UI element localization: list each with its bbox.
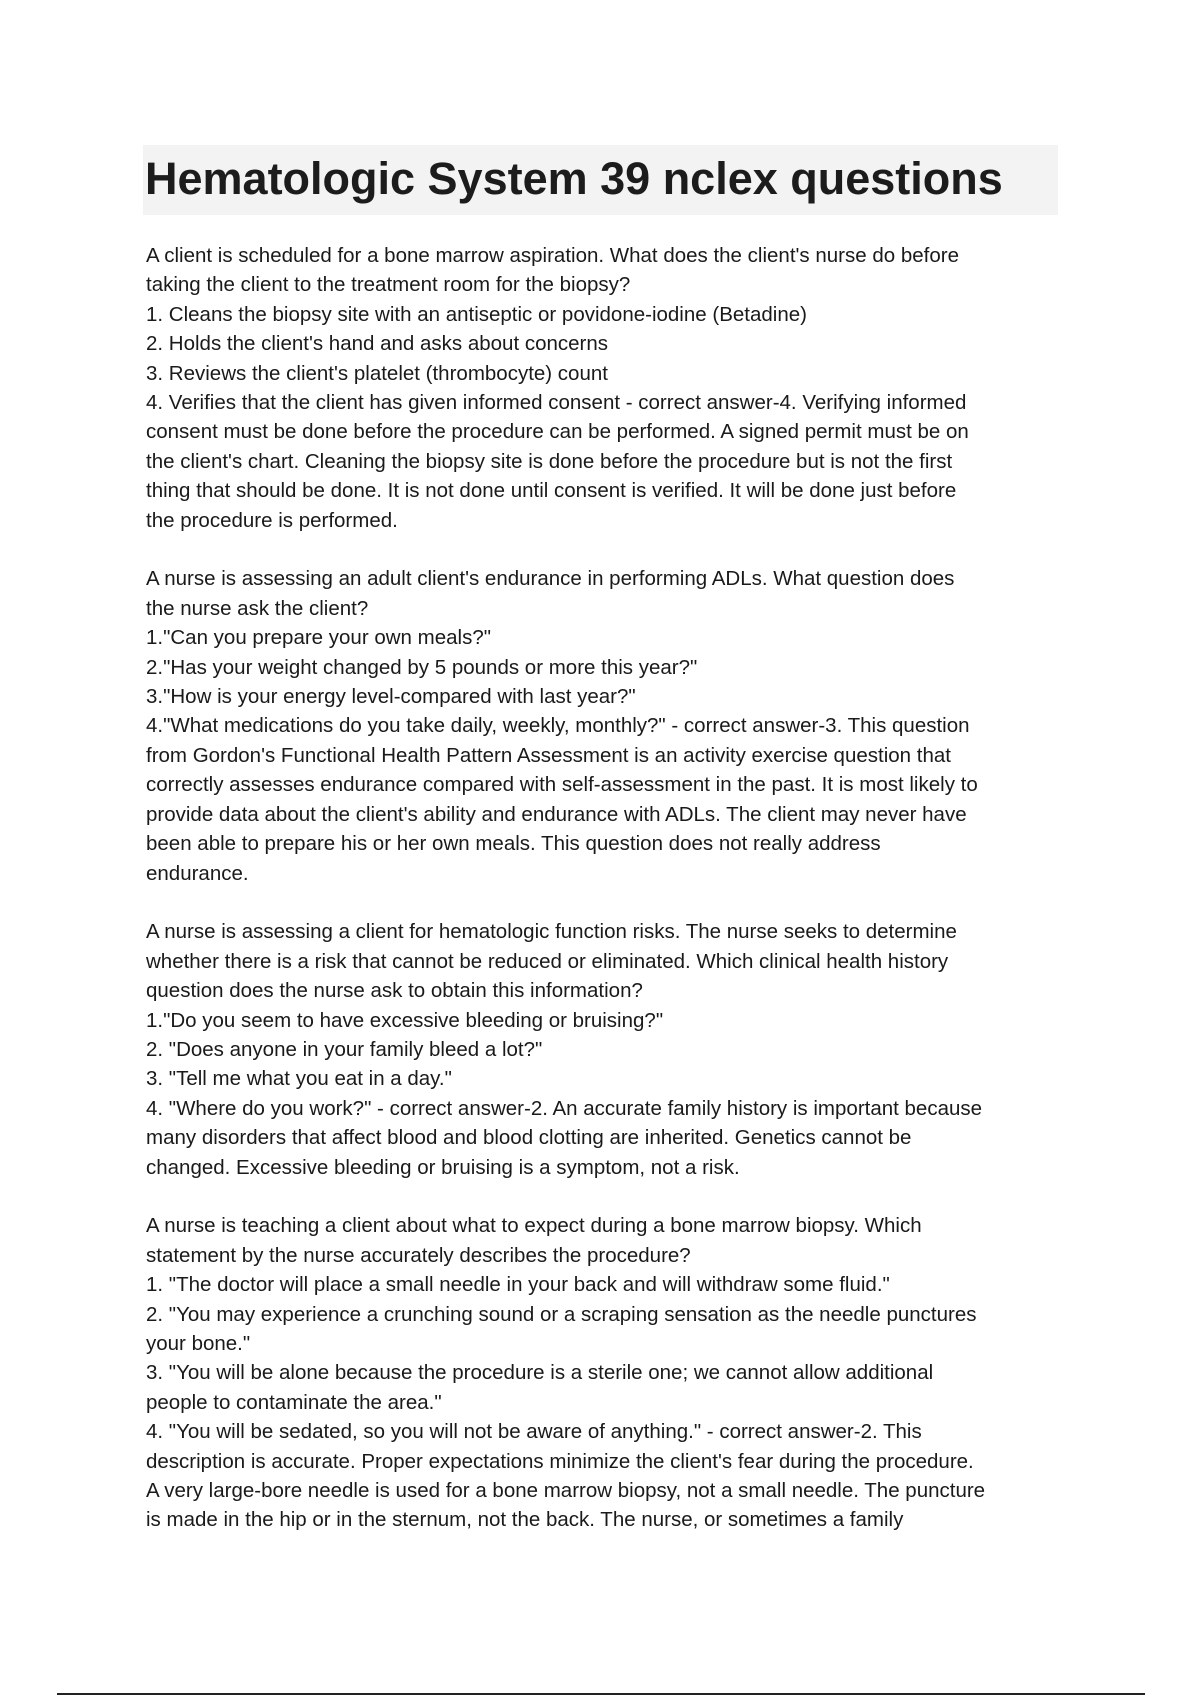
answer-option: 1."Can you prepare your own meals?" [146,626,492,650]
question-block [146,241,1071,535]
answer-option: 4. "You will be sedated, so you will not be aware of anything." - correct answer-2. This [146,1420,922,1444]
rationale-line: from Gordon's Functional Health Pattern Assessment is an activity exercise question that [146,743,951,767]
rationale-line: A very large-bore needle is used for a bone marrow biopsy, not a small needle. The puncture [146,1479,986,1503]
rationale-line: description is accurate. Proper expectations minimize the client's fear during the procedure. [146,1449,974,1473]
question-line: A nurse is assessing an adult client's endurance in performing ADLs. What question does [146,567,955,591]
rationale-line: thing that should be done. It is not done until consent is verified. It will be done just before [146,479,957,503]
answer-option: 3. "Tell me what you eat in a day." [146,1067,452,1091]
answer-option: people to contaminate the area." [146,1390,442,1414]
answer-option: your bone." [146,1331,251,1355]
answer-option: 2."Has your weight changed by 5 pounds or more this year?" [146,655,698,679]
answer-option: 3. "You will be alone because the procedure is a sterile one; we cannot allow additional [146,1361,934,1385]
question-line: statement by the nurse accurately describes the procedure? [146,1243,691,1267]
question-block [146,564,1071,887]
answer-option: 3. Reviews the client's platelet (thrombocyte) count [146,361,608,385]
question-line: A client is scheduled for a bone marrow aspiration. What does the client's nurse do before [146,244,959,267]
rationale-line: the procedure is performed. [146,508,398,532]
title-block [143,145,1058,215]
answer-option: 4."What medications do you take daily, weekly, monthly?" - correct answer-3. This question [146,714,970,738]
answer-option: 2. Holds the client's hand and asks about concerns [146,332,609,356]
rationale-line: endurance. [146,861,249,885]
question-line: A nurse is teaching a client about what to expect during a bone marrow biopsy. Which [146,1214,922,1238]
answer-option: 1. Cleans the biopsy site with an antiseptic or povidone-iodine (Betadine) [146,302,807,326]
answer-option: 2. "Does anyone in your family bleed a lot?" [146,1037,543,1061]
question-line: whether there is a risk that cannot be reduced or eliminated. Which clinical health history [146,949,949,973]
question-block [146,917,1071,1182]
question-block [146,1211,1071,1534]
question-line: A nurse is assessing a client for hematologic function risks. The nurse seeks to determine [146,920,957,944]
answer-option: 1."Do you seem to have excessive bleeding or bruising?" [146,1008,664,1032]
rationale-line: consent must be done before the procedure can be performed. A signed permit must be on [146,420,969,444]
rationale-line: been able to prepare his or her own meals. This question does not really address [146,832,881,856]
answer-option: 4. "Where do you work?" - correct answer-2. An accurate family history is important because [146,1096,983,1120]
page-title: Hematologic System 39 nclex questions [145,153,1003,204]
rationale-line: correctly assesses endurance compared with self-assessment in the past. It is most likely to [146,773,978,797]
questions-content [146,241,1071,1564]
answer-option: 1. "The doctor will place a small needle in your back and will withdraw some fluid." [146,1273,890,1297]
question-line: the nurse ask the client? [146,596,369,620]
footer-divider [57,1693,1145,1695]
rationale-line: changed. Excessive bleeding or bruising is a symptom, not a risk. [146,1155,740,1179]
rationale-line: the client's chart. Cleaning the biopsy site is done before the procedure but is not the first [146,449,953,473]
answer-option: 2. "You may experience a crunching sound or a scraping sensation as the needle punctures [146,1302,977,1326]
answer-option: 4. Verifies that the client has given informed consent - correct answer-4. Verifying informed [146,391,967,415]
rationale-line: provide data about the client's ability and endurance with ADLs. The client may never have [146,802,967,826]
answer-option: 3."How is your energy level-compared with last year?" [146,685,636,709]
question-line: question does the nurse ask to obtain this information? [146,979,643,1003]
rationale-line: is made in the hip or in the sternum, not the back. The nurse, or sometimes a family [146,1508,904,1532]
rationale-line: many disorders that affect blood and blood clotting are inherited. Genetics cannot be [146,1126,912,1150]
question-line: taking the client to the treatment room for the biopsy? [146,273,631,297]
